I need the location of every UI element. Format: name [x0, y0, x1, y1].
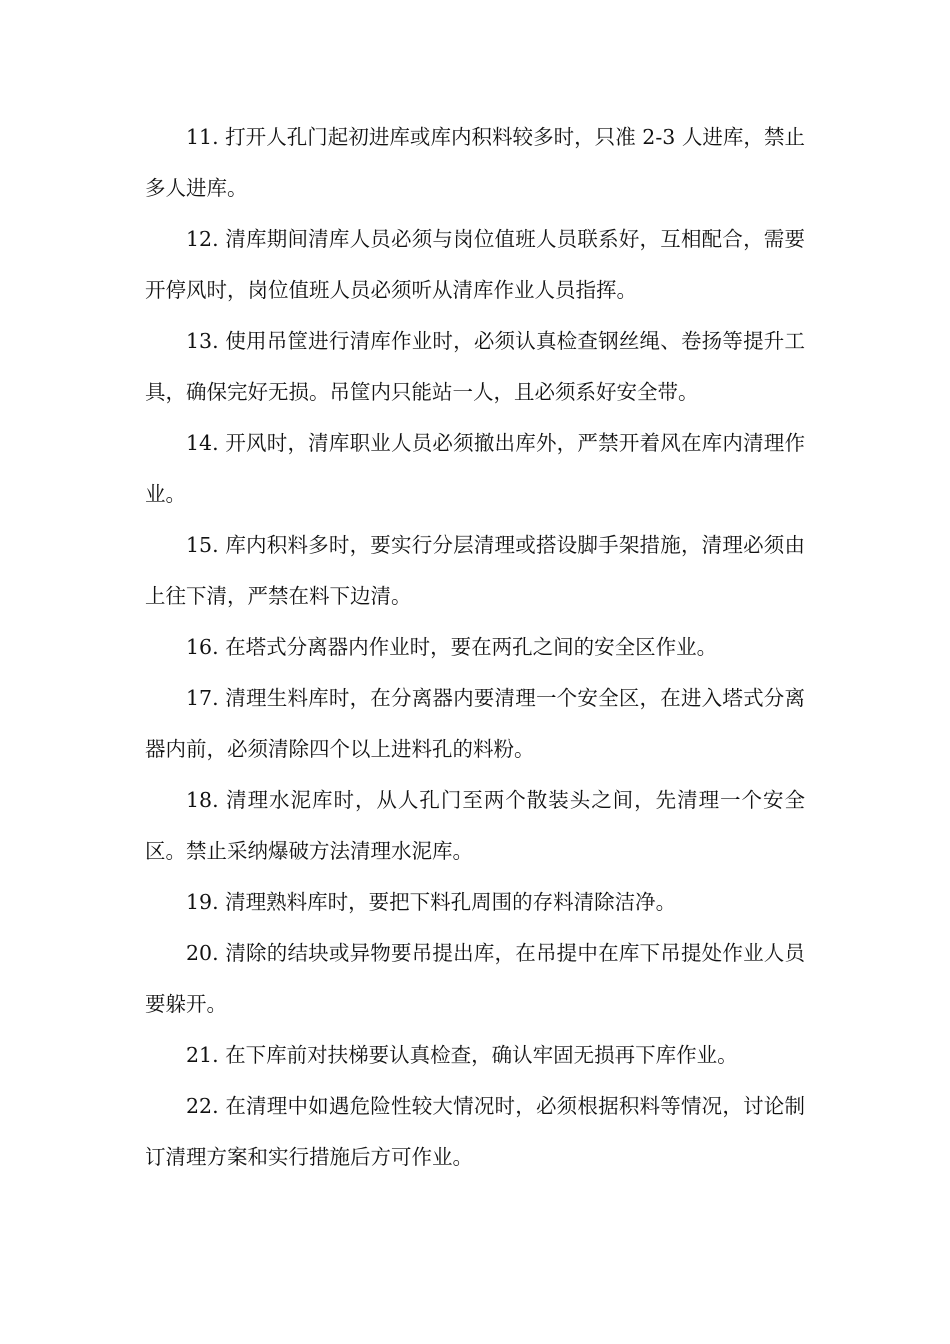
paragraph-item-20: 20. 清除的结块或异物要吊提出库，在吊提中在库下吊提处作业人员要躲开。: [145, 941, 805, 1016]
paragraph-item-16: 16. 在塔式分离器内作业时，要在两孔之间的安全区作业。: [186, 635, 718, 659]
paragraph-item-14: 14. 开风时，清库职业人员必须撤出库外，严禁开着风在库内清理作业。: [145, 431, 805, 506]
paragraph-item-21: 21. 在下库前对扶梯要认真检查，确认牢固无损再下库作业。: [186, 1043, 738, 1067]
paragraph-item-19: 19. 清理熟料库时，要把下料孔周围的存料清除洁净。: [186, 890, 677, 914]
paragraph-item-11: 11. 打开人孔门起初进库或库内积料较多时，只准 2-3 人进库，禁止多人进库。: [145, 125, 805, 200]
paragraph-item-13: 13. 使用吊筐进行清库作业时，必须认真检查钢丝绳、卷扬等提升工具，确保完好无损。吊筐内只能站一人，且必须系好安全带。: [145, 329, 805, 404]
paragraph-item-12: 12. 清库期间清库人员必须与岗位值班人员联系好，互相配合，需要开停风时，岗位值班人员必须听从清库作业人员指挥。: [145, 227, 805, 302]
paragraph-item-18: 18. 清理水泥库时，从人孔门至两个散装头之间，先清理一个安全区。禁止采纳爆破方法清理水泥库。: [145, 788, 805, 863]
paragraph-item-15: 15. 库内积料多时，要实行分层清理或搭设脚手架措施，清理必须由上往下清，严禁在料下边清。: [145, 533, 805, 608]
paragraph-item-22: 22. 在清理中如遇危险性较大情况时，必须根据积料等情况，讨论制订清理方案和实行措施后方可作业。: [145, 1094, 805, 1169]
paragraph-item-17: 17. 清理生料库时，在分离器内要清理一个安全区，在进入塔式分离器内前，必须清除四个以上进料孔的料粉。: [145, 686, 805, 761]
document-body: [145, 112, 805, 1183]
